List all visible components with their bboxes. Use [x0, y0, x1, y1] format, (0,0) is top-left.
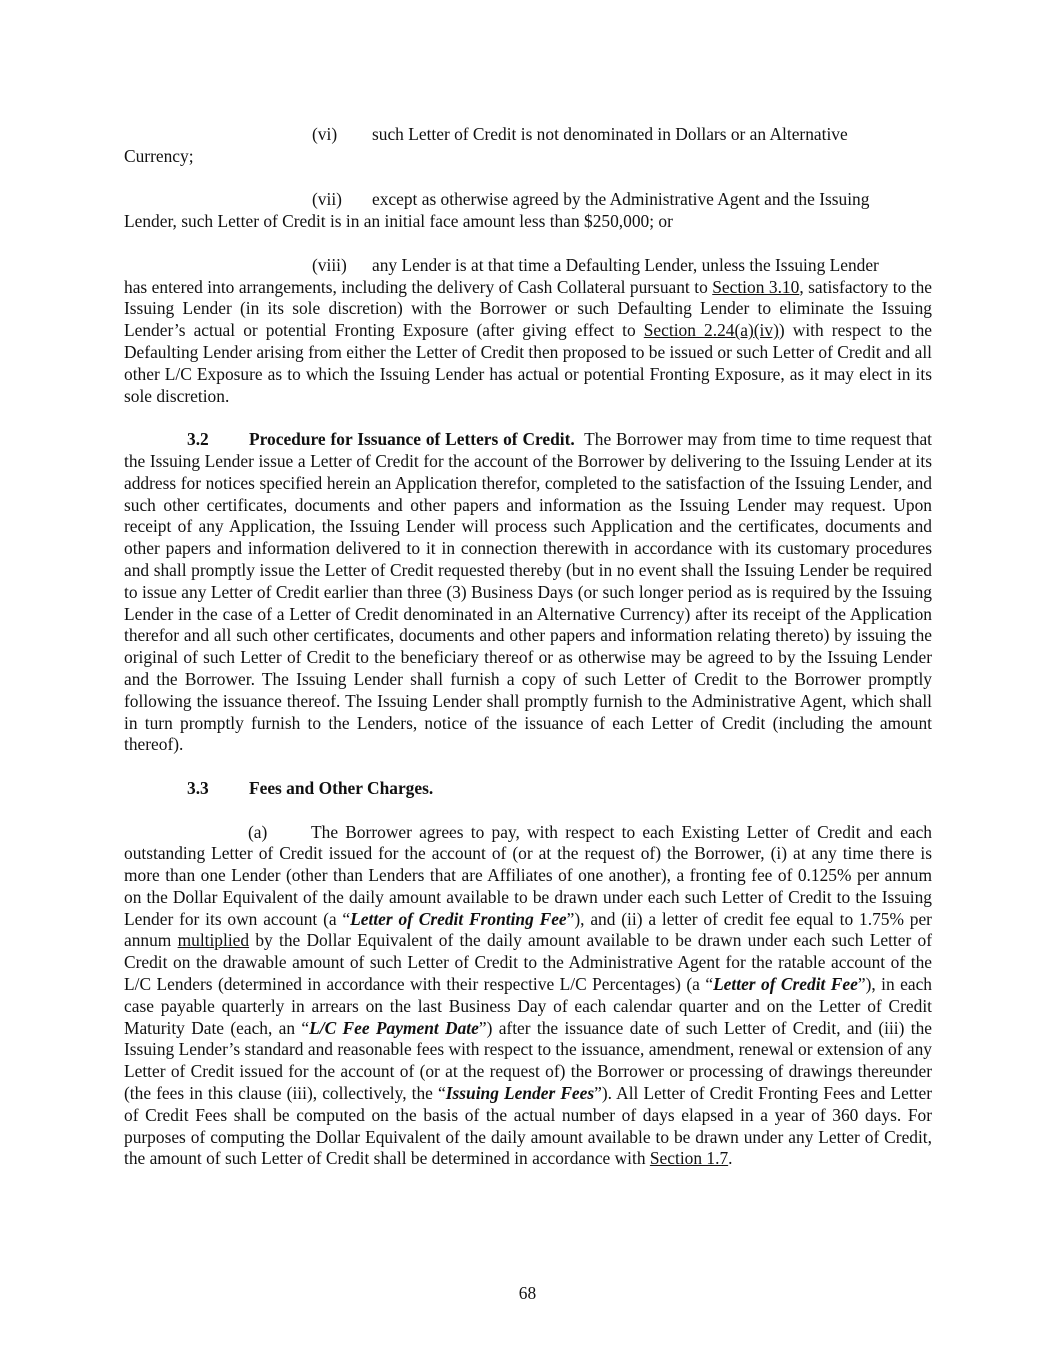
section-number: 3.2	[187, 429, 209, 450]
underlined-term: multiplied	[177, 930, 250, 951]
cross-reference-link: Section 2.24(a)(iv)	[643, 320, 779, 341]
clause-a: (a) The Borrower agrees to pay, with respect to each Existing Letter of Credit and each outstanding Letter of Credit issued for the account of (or at the request of) the Borrower, (i) at any time there is more than one Lender (other than Lenders that are Affiliates of one another), a fronting fee of 0.125% per annum on the Dollar Equivalent of the daily amount available to be drawn under each such Letter of Credit to the Issuing Lender for its own account (a “Letter of Credit Fronting Fee”), and (ii) a letter of credit fee equal to 1.75% per annum multiplied by the Dollar Equivalent of the daily amount available to be drawn under each such Letter of Credit on the drawable amount of such Letter of Credit to the Administrative Agent for the ratable account of the L/C Lenders (determined in accordance with their respective L/C Percentages) (a “Letter of Credit Fee”), in each case payable quarterly in arrears on the last Business Day of each calendar quarter and on the Letter of Credit Maturity Date (each, an “L/C Fee Payment Date”) after the issuance date of such Letter of Credit, and (iii) the Issuing Lender’s standard and reasonable fees with respect to the issuance, amendment, renewal or extension of any Letter of Credit issued for the account of (or at the request of) the Borrower or processing of drawings thereunder (the fees in this clause (iii), collectively, the “Issuing Lender Fees”). All Letter of Credit Fronting Fees and Letter of Credit Fees shall be computed on the basis of the actual number of days elapsed in a year of 360 days. For purposes of computing the Dollar Equivalent of the daily amount available to be drawn under any Letter of Credit, the amount of such Letter of Credit shall be determined in accordance with Section 1.7.	[124, 821, 932, 1169]
defined-term: Letter of Credit Fronting Fee	[350, 908, 567, 929]
cross-reference-link: Section 1.7	[649, 1148, 729, 1169]
clause-text: any Lender is at that time a Defaulting Lender, unless the Issuing Lender	[372, 254, 879, 275]
clause-number: (a)	[248, 821, 268, 842]
clause-continuation: Lender, such Letter of Credit is in an initial face amount less than $250,000; or	[124, 211, 673, 232]
clause-number: (vii)	[312, 189, 342, 210]
clause-text: such Letter of Credit is not denominated in Dollars or an Alternative	[372, 124, 848, 144]
clause-number: (viii)	[312, 254, 347, 275]
defined-term: Issuing Lender Fees	[445, 1083, 595, 1104]
document-body	[124, 124, 932, 1170]
clause-vii	[124, 189, 932, 211]
clause-continuation: has entered into arrangements, including the delivery of Cash Collateral pursuant to Section 3.10, satisfactory to the Issuing Lender (in its sole discretion) with the Borrower or such Defaulting Lender to eliminate the Issuing Lender’s actual or potential Fronting Exposure (after giving effect to Section 2.24(a)(iv)) with respect to the Defaulting Lender arising from either the Letter of Credit then proposed to be issued or such Letter of Credit and all other L/C Exposure as to which the Issuing Lender has actual or potential Fronting Exposure, as it may elect in its sole discretion.	[124, 276, 933, 406]
defined-term: Letter of Credit Fee	[713, 974, 858, 995]
defined-term: L/C Fee Payment Date	[309, 1017, 479, 1038]
clause-viii	[124, 255, 932, 277]
clause-continuation: Currency;	[124, 145, 194, 166]
section-heading: Procedure for Issuance of Letters of Credit.	[249, 429, 575, 450]
section-3-3	[124, 778, 932, 800]
section-3-2	[124, 429, 932, 756]
cross-reference-link: Section 3.10	[712, 276, 800, 297]
section-heading: Fees and Other Charges.	[249, 777, 434, 798]
clause-number: (vi)	[312, 124, 338, 144]
section-body: The Borrower may from time to time request that the Issuing Lender issue a Letter of Credit for the account of the Borrower by delivering to the Issuing Lender at its address for notices specified herein an Application therefor, completed to the satisfaction of the Issuing Lender, and such other certificates, documents and other papers and information as the Issuing Lender may request. Upon receipt of any Application, the Issuing Lender will process such Application and the certificates, documents and other papers and information delivered to it in connection therewith in accordance with its customary procedures and shall promptly issue the Letter of Credit requested thereby (but in no event shall the Issuing Lender be required to issue any Letter of Credit earlier than three (3) Business Days (or such longer period as is required by the Issuing Lender in the case of a Letter of Credit denominated in an Alternative Currency) after its receipt of the Application therefor and all such other certificates, documents and other papers and information relating thereto) by issuing the original of such Letter of Credit to the beneficiary thereof or as otherwise may be agreed to by the Issuing Lender and the Borrower. The Issuing Lender shall furnish a copy of such Letter of Credit to the Borrower promptly following the issuance thereof. The Issuing Lender shall promptly furnish to the Administrative Agent, which shall in turn promptly furnish to the Lenders, notice of the issuance of each Letter of Credit (including the amount thereof).	[124, 429, 932, 755]
page-number: 68	[518, 1283, 537, 1303]
clause-text: except as otherwise agreed by the Administrative Agent and the Issuing	[372, 189, 870, 210]
clause-vi	[124, 124, 932, 146]
section-number: 3.3	[187, 777, 209, 798]
